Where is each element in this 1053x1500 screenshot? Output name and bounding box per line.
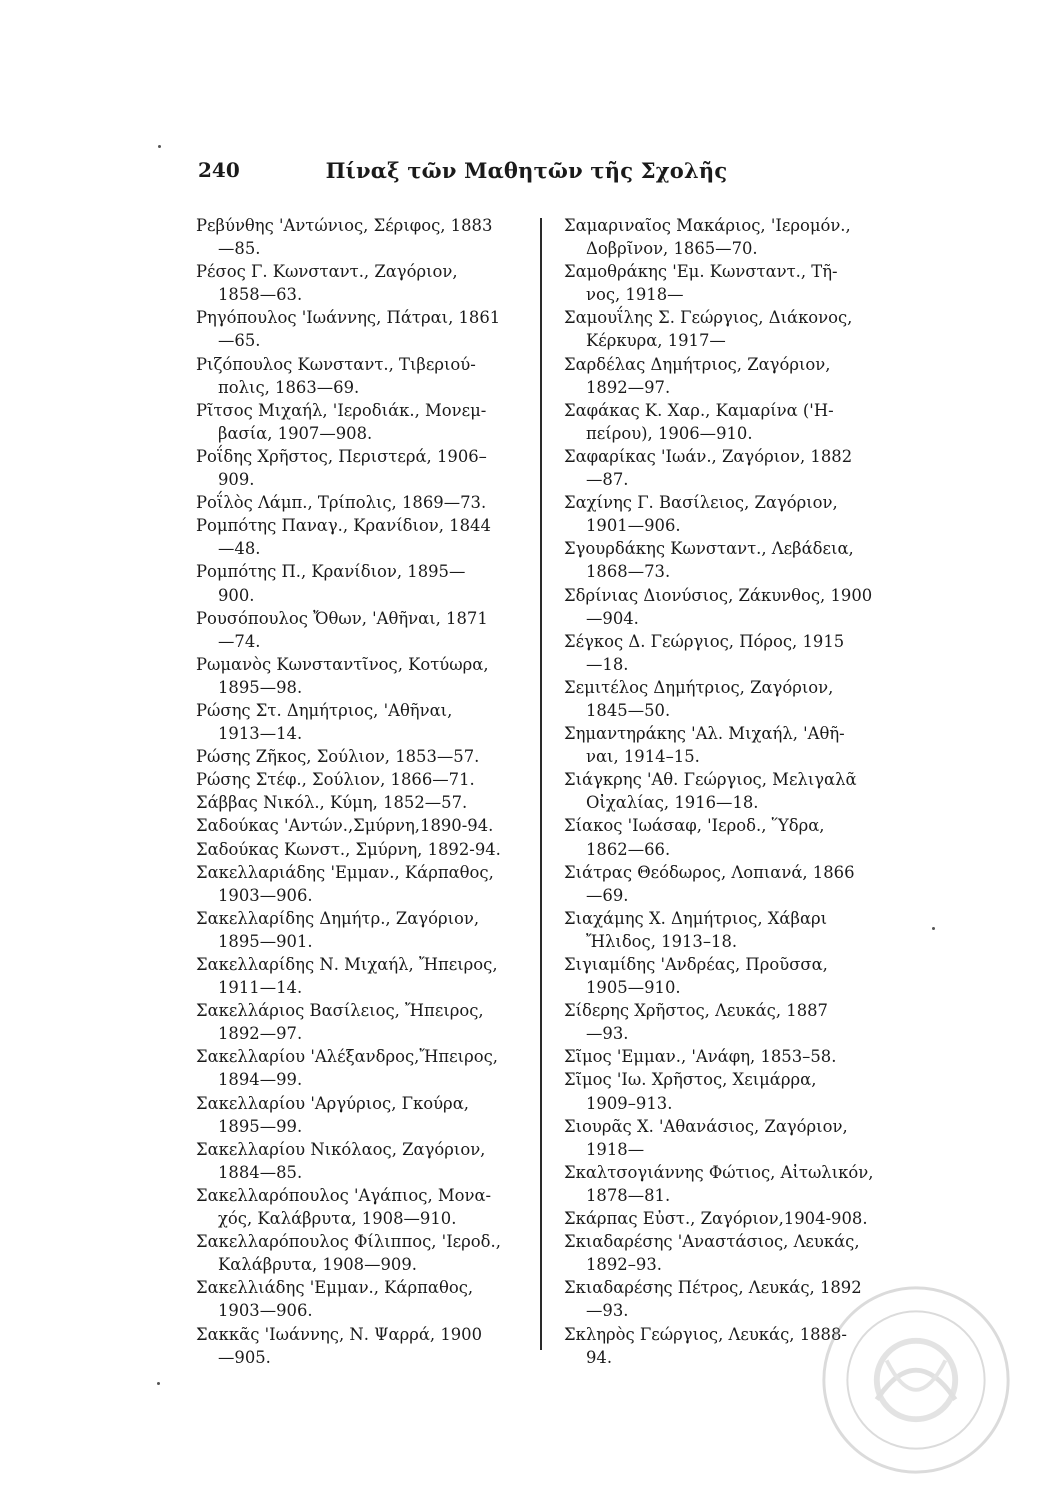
entry-continuation-line: 1895—901.: [218, 931, 313, 951]
entry-continuation-line: 1903—906.: [218, 885, 313, 905]
entry-name-line: Ρεβύνθης 'Αντώνιος, Σέριφος, 1883: [196, 216, 493, 235]
entry-name-line: Ρομπότης Π., Κρανίδιον, 1895—: [196, 562, 466, 582]
index-entry: [196, 768, 536, 791]
index-entry: [564, 1207, 909, 1230]
index-entry: [196, 838, 536, 861]
index-entry: [564, 1115, 909, 1161]
entry-continuation-line: —905.: [218, 1347, 271, 1367]
entry-continuation-line: —69.: [586, 885, 629, 905]
index-entry: [196, 445, 536, 491]
entry-continuation-line: 1858—63.: [218, 285, 303, 305]
entry-continuation-line: 1892–93.: [586, 1255, 662, 1275]
index-entry: [564, 399, 909, 445]
entry-continuation-line: Οἰχαλίας, 1916—18.: [586, 793, 759, 813]
scan-speck: [932, 927, 935, 930]
index-entry: [564, 584, 909, 630]
entry-name-line: Ριζόπουλος Κωνσταντ., Τιβεριού-: [196, 354, 476, 374]
entry-name-line: Σακελλαρόπουλος 'Αγάπιος, Μονα-: [196, 1185, 492, 1205]
index-entry: [196, 953, 536, 999]
index-entry: [564, 1068, 909, 1114]
entry-name-line: Σιαχάμης Χ. Δημήτριος, Χάβαρι: [564, 908, 828, 928]
entry-name-line: Σαφαρίκας 'Ιωάν., Ζαγόριον, 1882: [564, 446, 853, 466]
entry-name-line: Ρομπότης Παναγ., Κρανίδιον, 1844: [196, 516, 491, 536]
entry-name-line: Ρώσης Ζῆκος, Σούλιον, 1853—57.: [196, 747, 480, 767]
entry-name-line: Σκάρπας Εὐστ., Ζαγόριον,1904-908.: [564, 1209, 868, 1229]
entry-name-line: Ρουσόπουλος Ὄθων, 'Αθῆναι, 1871: [196, 608, 488, 628]
index-entry: [196, 491, 536, 514]
entry-continuation-line: —48.: [218, 539, 261, 559]
index-entry: [196, 999, 536, 1045]
index-entry: [196, 260, 536, 306]
entry-continuation-line: —18.: [586, 654, 629, 674]
index-entry: [564, 537, 909, 583]
entry-name-line: Σκιαδαρέσης 'Αναστάσιος, Λευκάς,: [564, 1232, 860, 1252]
index-entry: [196, 1276, 536, 1322]
entry-continuation-line: —93.: [586, 1301, 629, 1321]
index-entry: [196, 514, 536, 560]
entry-name-line: Ρωμανὸς Κωνσταντῖνος, Κοτύωρα,: [196, 654, 489, 674]
entry-continuation-line: Καλάβρυτα, 1908—909.: [218, 1255, 418, 1275]
index-entry: [564, 722, 909, 768]
index-entry: [564, 953, 909, 999]
index-entry: [564, 353, 909, 399]
index-entry: [564, 214, 909, 260]
index-entry: [564, 814, 909, 860]
column-divider: [540, 218, 542, 1350]
entry-name-line: Σδρίνιας Διονύσιος, Ζάκυνθος, 1900: [564, 585, 873, 605]
index-entry: [564, 676, 909, 722]
entry-name-line: Σακελλιάδης 'Εμμαν., Κάρπαθος,: [196, 1278, 474, 1298]
entry-continuation-line: 1894—99.: [218, 1070, 303, 1090]
index-entry: [564, 445, 909, 491]
entry-name-line: Σεμιτέλος Δημήτριος, Ζαγόριον,: [564, 677, 834, 697]
entry-name-line: Σαδούκας 'Αντών.,Σμύρνη,1890-94.: [196, 816, 494, 836]
index-entry: [196, 1045, 536, 1091]
entry-continuation-line: Ἤλιδος, 1913–18.: [586, 931, 738, 951]
entry-continuation-line: 1895—98.: [218, 677, 303, 697]
index-entry: [196, 1138, 536, 1184]
index-entry: [196, 306, 536, 352]
index-entry: [564, 907, 909, 953]
index-entry: [564, 1045, 909, 1068]
entry-name-line: Σκληρὸς Γεώργιος, Λευκάς, 1888-: [564, 1324, 847, 1344]
entry-name-line: Σγουρδάκης Κωνσταντ., Λεβάδεια,: [564, 539, 854, 559]
entry-continuation-line: 1913—14.: [218, 724, 303, 744]
entry-continuation-line: 1884—85.: [218, 1162, 303, 1182]
entry-continuation-line: 1911—14.: [218, 978, 303, 998]
entry-continuation-line: 1862—66.: [586, 839, 671, 859]
entry-name-line: Ροΐδης Χρῆστος, Περιστερά, 1906–: [196, 446, 487, 466]
entry-continuation-line: 1903—906.: [218, 1301, 313, 1321]
entry-name-line: Ρῖτσος Μιχαήλ, 'Ιεροδιάκ., Μονεμ-: [196, 400, 487, 420]
entry-name-line: Σαδούκας Κωνστ., Σμύρνη, 1892-94.: [196, 839, 501, 859]
entry-name-line: Σακελλαρίου Νικόλαος, Ζαγόριον,: [196, 1139, 486, 1159]
entry-continuation-line: 1918—: [586, 1139, 645, 1159]
index-entry: [196, 745, 536, 768]
entry-name-line: Σάββας Νικόλ., Κύμη, 1852—57.: [196, 793, 468, 813]
entry-name-line: Σακελλαρίδης Ν. Μιχαήλ, Ἤπειρος,: [196, 955, 498, 974]
entry-continuation-line: νος, 1918—: [586, 285, 684, 305]
entry-continuation-line: βασία, 1907—908.: [218, 423, 373, 443]
right-column: [564, 214, 909, 1369]
entry-continuation-line: 1895—99.: [218, 1116, 303, 1136]
entry-name-line: Ρηγόπουλος 'Ιωάννης, Πάτραι, 1861: [196, 308, 501, 328]
index-entry: [196, 907, 536, 953]
entry-continuation-line: —65.: [218, 331, 261, 351]
index-entry: [564, 861, 909, 907]
entry-name-line: Σίακος 'Ιωάσαφ, 'Ιεροδ., Ὕδρα,: [564, 816, 825, 836]
entry-name-line: Σαμουΐλης Σ. Γεώργιος, Διάκονος,: [564, 308, 853, 328]
index-entry: [564, 1161, 909, 1207]
entry-continuation-line: χός, Καλάβρυτα, 1908—910.: [218, 1209, 457, 1229]
entry-name-line: Σῖμος 'Εμμαν., 'Ανάφη, 1853–58.: [564, 1047, 837, 1067]
entry-continuation-line: Κέρκυρα, 1917—: [586, 331, 726, 351]
entry-continuation-line: 1892—97.: [586, 377, 671, 397]
entry-continuation-line: 94.: [586, 1347, 613, 1367]
running-title: Πίναξ τῶν Μαθητῶν τῆς Σχολῆς: [325, 158, 728, 183]
index-entry: [196, 353, 536, 399]
entry-name-line: Σιάγκρης 'Αθ. Γεώργιος, Μελιγαλᾶ: [564, 770, 857, 790]
index-entry: [196, 791, 536, 814]
entry-name-line: Σιουρᾶς Χ. 'Αθανάσιος, Ζαγόριον,: [564, 1116, 848, 1136]
index-entry: [564, 630, 909, 676]
entry-name-line: Σακελλαρίου 'Αργύριος, Γκούρα,: [196, 1093, 469, 1113]
index-entry: [564, 1230, 909, 1276]
index-entry: [196, 653, 536, 699]
entry-continuation-line: —904.: [586, 608, 639, 628]
entry-continuation-line: 1905—910.: [586, 978, 681, 998]
index-entry: [196, 399, 536, 445]
entry-name-line: Σαφάκας Κ. Χαρ., Καμαρίνα ('Η-: [564, 400, 834, 420]
entry-name-line: Ρέσος Γ. Κωνσταντ., Ζαγόριον,: [196, 262, 458, 282]
entry-name-line: Σακελλαρίδης Δημήτρ., Ζαγόριον,: [196, 908, 480, 928]
index-entry: [196, 560, 536, 606]
index-entry: [196, 607, 536, 653]
scan-speck: [157, 1382, 160, 1385]
entry-name-line: Σκαλτσογιάννης Φώτιος, Αἰτωλικόν,: [564, 1162, 874, 1182]
entry-name-line: Σακελλαρόπουλος Φίλιππος, 'Ιεροδ.,: [196, 1232, 501, 1252]
left-column: [196, 214, 536, 1369]
index-entry: [196, 1092, 536, 1138]
entry-continuation-line: 1901—906.: [586, 516, 681, 536]
entry-name-line: Σακελλαρίου 'Αλέξανδρος,Ἤπειρος,: [196, 1047, 498, 1067]
entry-continuation-line: —87.: [586, 470, 629, 490]
entry-name-line: Σαχίνης Γ. Βασίλειος, Ζαγόριον,: [564, 493, 838, 513]
entry-continuation-line: 900.: [218, 585, 255, 605]
entry-continuation-line: —74.: [218, 631, 261, 651]
university-seal-watermark: [818, 1282, 1014, 1478]
entry-continuation-line: 1892—97.: [218, 1024, 303, 1044]
entry-name-line: Σαμοθράκης 'Εμ. Κωνσταντ., Τῆ-: [564, 262, 838, 282]
page-number: 240: [198, 158, 240, 182]
entry-name-line: Σακελλαριάδης 'Εμμαν., Κάρπαθος,: [196, 862, 494, 882]
index-entry: [196, 1323, 536, 1369]
entry-name-line: Σίδερης Χρῆστος, Λευκάς, 1887: [564, 1001, 828, 1021]
entry-name-line: Ρώσης Στ. Δημήτριος, 'Αθῆναι,: [196, 700, 453, 720]
entry-continuation-line: πολις, 1863—69.: [218, 377, 360, 397]
index-entry: [564, 260, 909, 306]
index-entry: [196, 214, 536, 260]
entry-name-line: Σῖμος 'Ιω. Χρῆστος, Χειμάρρα,: [564, 1070, 817, 1090]
index-entry: [196, 1230, 536, 1276]
index-entry: [196, 699, 536, 745]
index-entry: [564, 491, 909, 537]
index-entry: [564, 768, 909, 814]
page-header: [0, 158, 1053, 188]
entry-name-line: Σκιαδαρέσης Πέτρος, Λευκάς, 1892: [564, 1278, 862, 1298]
index-entry: [196, 1184, 536, 1230]
index-entry: [564, 999, 909, 1045]
entry-continuation-line: 1845—50.: [586, 700, 671, 720]
entry-continuation-line: 1878—81.: [586, 1185, 671, 1205]
entry-continuation-line: 1909–913.: [586, 1093, 673, 1113]
entry-continuation-line: πείρου), 1906—910.: [586, 423, 753, 443]
entry-name-line: Σακελλάριος Βασίλειος, Ἤπειρος,: [196, 1001, 484, 1021]
entry-name-line: Σαμαριναῖος Μακάριος, 'Ιερομόν.,: [564, 216, 851, 235]
entry-name-line: Σαρδέλας Δημήτριος, Ζαγόριον,: [564, 354, 831, 374]
scan-speck: [158, 145, 161, 148]
entry-name-line: Ρώσης Στέφ., Σούλιον, 1866—71.: [196, 770, 475, 790]
entry-continuation-line: 909.: [218, 470, 255, 490]
entry-continuation-line: —85.: [218, 239, 261, 259]
entry-continuation-line: 1868—73.: [586, 562, 671, 582]
entry-continuation-line: Δοβρῖνον, 1865—70.: [586, 239, 758, 259]
entry-name-line: Σακκᾶς 'Ιωάννης, Ν. Ψαρρά, 1900: [196, 1324, 483, 1344]
entry-name-line: Ροΐλὸς Λάμπ., Τρίπολις, 1869—73.: [196, 493, 487, 513]
entry-name-line: Σέγκος Δ. Γεώργιος, Πόρος, 1915: [564, 631, 845, 651]
entry-name-line: Σιγιαμίδης 'Ανδρέας, Προῦσσα,: [564, 955, 828, 974]
index-entry: [196, 814, 536, 837]
index-entry: [196, 861, 536, 907]
entry-name-line: Σημαντηράκης 'Αλ. Μιχαήλ, 'Αθῆ-: [564, 724, 845, 744]
entry-continuation-line: ναι, 1914–15.: [586, 747, 700, 767]
index-entry: [564, 306, 909, 352]
entry-continuation-line: —93.: [586, 1024, 629, 1044]
entry-name-line: Σιάτρας Θεόδωρος, Λοπιανά, 1866: [564, 862, 855, 882]
